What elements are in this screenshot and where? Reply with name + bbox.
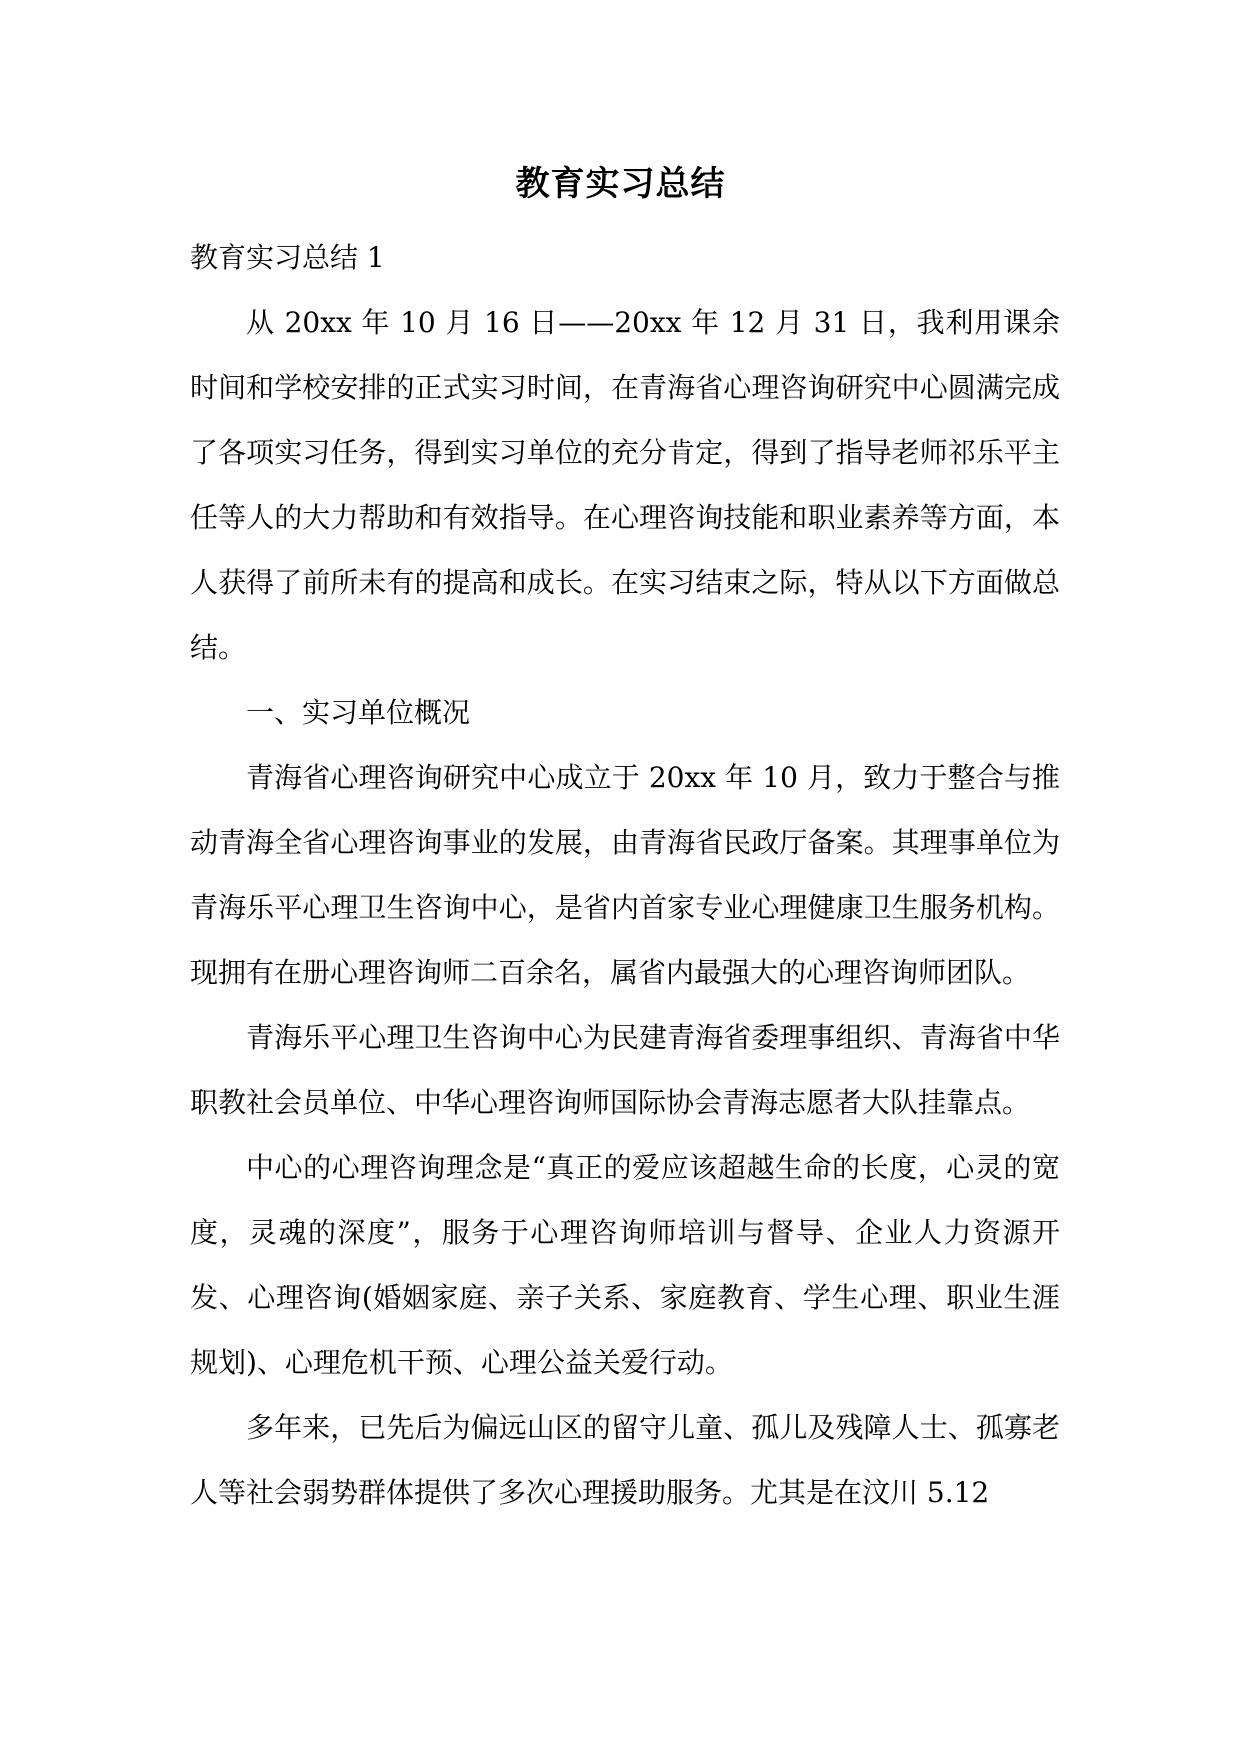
subsection-heading: 一、实习单位概况: [246, 696, 471, 729]
paragraph: 青海省心理咨询研究中心成立于 20xx 年 10 月，致力于整合与推动青海全省心理咨询事业的发展，由青海省民政厅备案。其理事单位为青海乐平心理卫生咨询中心，是省内首家专业心理健康卫生服务机构。现拥有在册心理咨询师二百余名，属省内最强大的心理咨询师团队。: [190, 761, 1060, 989]
document-body: [190, 225, 1060, 1525]
paragraph: 中心的心理咨询理念是“真正的爱应该超越生命的长度，心灵的宽度，灵魂的深度”，服务于心理咨询师培训与督导、企业人力资源开发、心理咨询(婚姻家庭、亲子关系、家庭教育、学生心理、职业生涯规划)、心理危机干预、心理公益关爱行动。: [190, 1151, 1060, 1379]
paragraph: 从 20xx 年 10 月 16 日——20xx 年 12 月 31 日，我利用课余时间和学校安排的正式实习时间，在青海省心理咨询研究中心圆满完成了各项实习任务，得到实习单位的充分肯定，得到了指导老师祁乐平主任等人的大力帮助和有效指导。在心理咨询技能和职业素养等方面，本人获得了前所未有的提高和成长。在实习结束之际，特从以下方面做总结。: [190, 306, 1060, 664]
section-heading: 教育实习总结 1: [190, 241, 385, 274]
document-title: 教育实习总结: [515, 164, 726, 204]
paragraph: 多年来，已先后为偏远山区的留守儿童、孤儿及残障人士、孤寡老人等社会弱势群体提供了多次心理援助服务。尤其是在汶川 5.12: [190, 1411, 1060, 1509]
paragraph: 青海乐平心理卫生咨询中心为民建青海省委理事组织、青海省中华职教社会员单位、中华心理咨询师国际协会青海志愿者大队挂靠点。: [190, 1021, 1060, 1119]
